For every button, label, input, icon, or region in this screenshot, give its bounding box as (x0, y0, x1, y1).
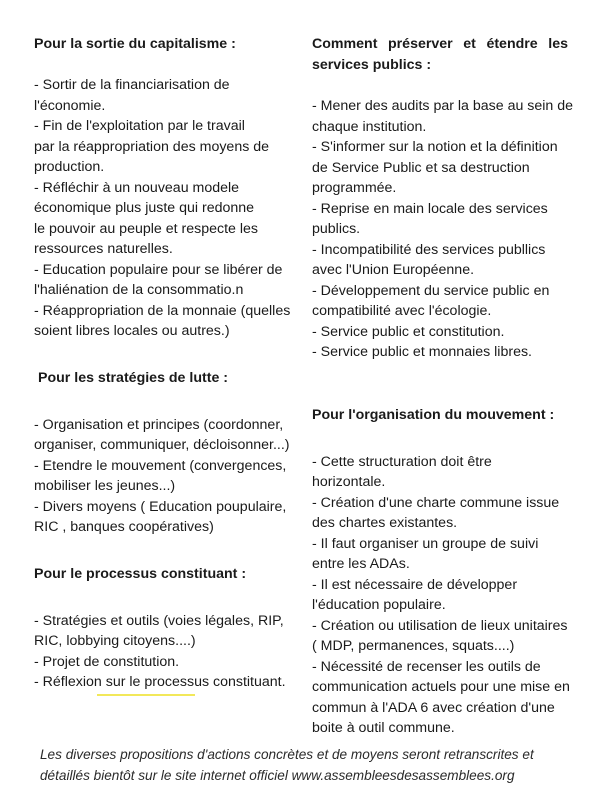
section-heading-capitalism: Pour la sortie du capitalisme : (34, 36, 236, 52)
text-line: soient libres locales ou autres.) (34, 323, 230, 339)
text-line: - Il est nécessaire de développer (312, 576, 518, 593)
text-line: l'économie. (34, 97, 106, 114)
text-line: - Etendre le mouvement (convergences, (34, 457, 287, 474)
text-line: RIC , banques coopératives) (34, 519, 214, 535)
text-line: - Education populaire pour se libérer de (34, 261, 283, 278)
text-line: commun à l'ADA 6 avec création d'une (312, 699, 555, 716)
text-line: - Fin de l'exploitation par le travail (34, 118, 245, 134)
text-line: par la réappropriation des moyens de (34, 138, 270, 155)
text-line: - Incompatibilité des services publlics (312, 241, 546, 258)
text-line: de Service Public et sa destruction (312, 159, 530, 176)
text-line: - Organisation et principes (coordonner, (34, 416, 284, 433)
text-line: boite à outil commune. (312, 720, 455, 736)
text-line: - Divers moyens ( Education poupulaire, (34, 498, 287, 515)
text-line: - Réflexion sur le processus constituant. (34, 674, 286, 690)
text-line: programmée. (312, 180, 397, 196)
text-line: - Nécessité de recenser les outils de (312, 658, 541, 675)
section-heading-services: Comment préserver et étendre les services publics : (312, 36, 568, 73)
text-line: communication actuels pour une mise en (312, 679, 570, 695)
text-line: avec l'Union Européenne. (312, 262, 475, 278)
section-body-organisation (312, 452, 568, 739)
footer-note (40, 744, 570, 786)
section-body-capitalism (34, 75, 292, 342)
text-line: - Création d'une charte commune issue (312, 494, 560, 511)
text-line: compatibilité avec l'écologie. (312, 303, 492, 319)
text-line: organiser, communiquer, décloisonner...) (34, 437, 290, 453)
text-line: - Service public et constitution. (312, 323, 505, 340)
yellow-divider (97, 694, 195, 696)
text-line: - Reprise en main locale des services (312, 200, 548, 217)
text-line: mobiliser les jeunes...) (34, 478, 176, 494)
text-line: publics. (312, 221, 361, 237)
text-line: - Réappropriation de la monnaie (quelles (34, 302, 291, 319)
text-line: - Création ou utilisation de lieux unitaires (312, 617, 568, 634)
footer-line-1: Les diverses propositions d'actions concrètes et de moyens seront retranscrites et (40, 747, 534, 762)
text-line: - Sortir de la financiarisation de (34, 77, 230, 93)
text-line: - Il faut organiser un groupe de suivi (312, 535, 539, 552)
text-line: - S'informer sur la notion et la définition (312, 139, 558, 155)
section-body-constituant (34, 611, 292, 693)
text-line: le pouvoir au peuple et respecte les (34, 220, 258, 237)
section-heading-strategies: Pour les stratégies de lutte : (38, 369, 229, 386)
text-line: économique plus juste qui redonne (34, 200, 255, 216)
text-line: des chartes existantes. (312, 515, 458, 531)
text-line: RIC, lobbying citoyens....) (34, 633, 196, 649)
section-heading-organisation: Pour l'organisation du mouvement : (312, 406, 555, 423)
section-body-services (312, 96, 574, 363)
text-line: entre les ADAs. (312, 556, 410, 572)
section-heading-constituant: Pour le processus constituant : (34, 565, 247, 582)
right-column (312, 34, 574, 739)
section-body-strategies (34, 415, 292, 538)
text-line: l'éducation populaire. (312, 597, 446, 613)
text-line: - Développement du service public en (312, 282, 550, 299)
text-line: - Projet de constitution. (34, 653, 180, 670)
text-line: production. (34, 159, 105, 175)
text-line: chaque institution. (312, 118, 427, 135)
text-line: - Service public et monnaies libres. (312, 344, 533, 360)
footer-line-2: détaillés bientôt sur le site internet officiel www.assembleesdesassemblees.org (40, 768, 515, 783)
text-line: l'haliénation de la consommatio.n (34, 282, 244, 298)
text-line: horizontale. (312, 474, 386, 490)
text-line: - Cette structuration doit être (312, 453, 492, 470)
text-line: ressources naturelles. (34, 241, 173, 257)
text-line: ( MDP, permanences, squats....) (312, 638, 515, 654)
text-line: - Mener des audits par la base au sein de (312, 98, 574, 114)
text-line: - Réfléchir à un nouveau modele (34, 179, 240, 196)
text-line: - Stratégies et outils (voies légales, RIP, (34, 612, 284, 629)
left-column (34, 34, 292, 693)
